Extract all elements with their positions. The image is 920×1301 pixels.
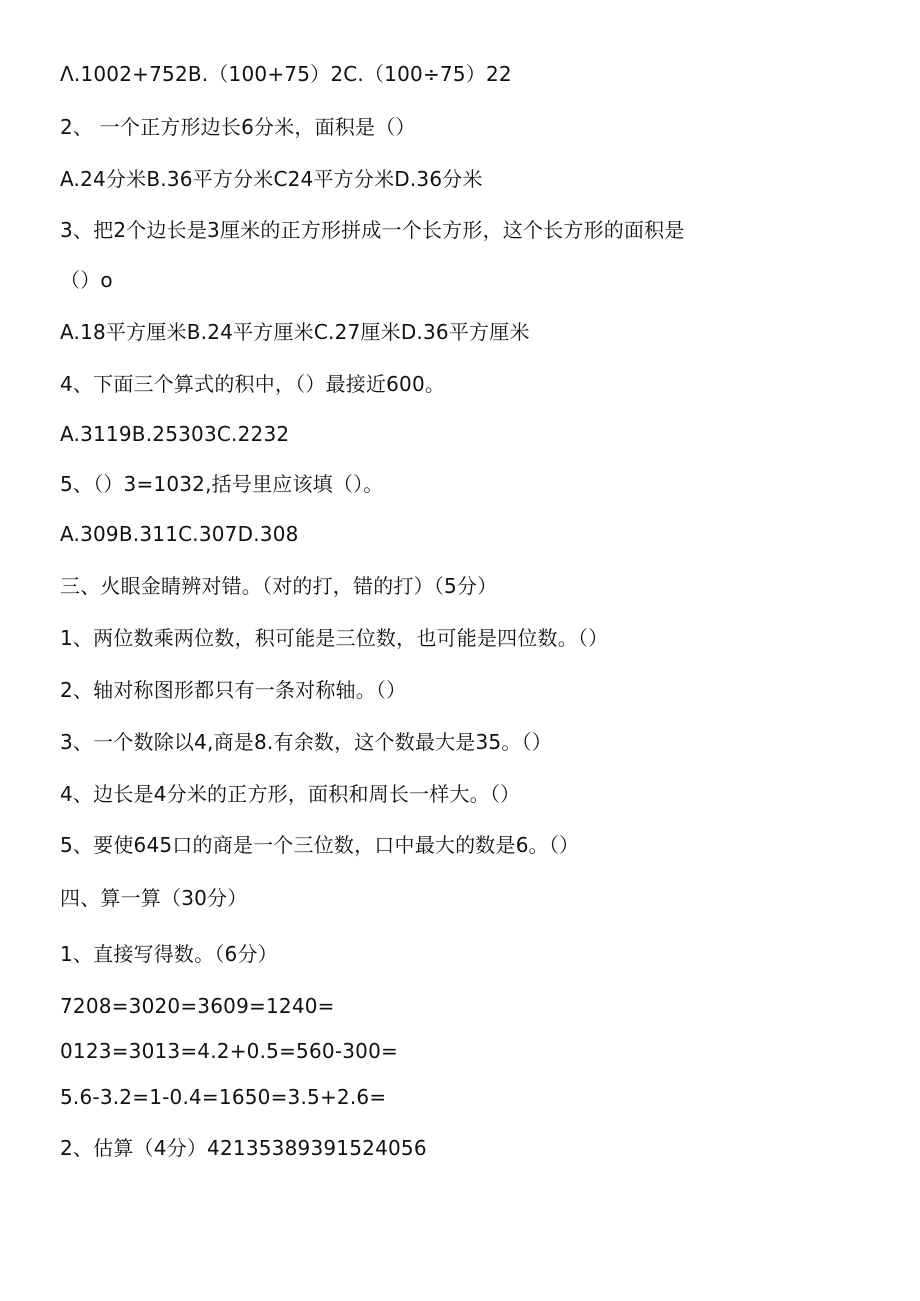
section-4-heading: 四、算一算（30分） <box>60 886 248 910</box>
question-4: 4、下面三个算式的积中，（）最接近600。 <box>60 372 446 396</box>
question-3-options: A.18平方厘米B.24平方厘米C.27厘米D.36平方厘米 <box>60 320 530 344</box>
true-false-1: 1、两位数乘两位数，积可能是三位数，也可能是四位数。（） <box>60 626 609 650</box>
true-false-4: 4、边长是4分米的正方形，面积和周长一样大。（） <box>60 782 521 806</box>
section-3-heading: 三、火眼金睛辨对错。（对的打，错的打）（5分） <box>60 574 498 598</box>
question-3: 3、把2个边长是3厘米的正方形拼成一个长方形，这个长方形的面积是 <box>60 218 685 242</box>
question-4-options: A.3119B.25303C.2232 <box>60 422 290 446</box>
true-false-3: 3、一个数除以4,商是8.有余数，这个数最大是35。（） <box>60 730 552 754</box>
question-5: 5、（）3=1032,括号里应该填（）。 <box>60 472 384 496</box>
question-3-continued: （）o <box>60 268 113 292</box>
true-false-2: 2、轴对称图形都只有一条对称轴。（） <box>60 678 407 702</box>
question-5-options: A.309B.311C.307D.308 <box>60 522 299 546</box>
calc-row-2: 0123=3013=4.2+0.5=560-300= <box>60 1039 398 1063</box>
question-options-line: Λ.1002+752B.（100+75）2C.（100÷75）22 <box>60 62 512 86</box>
true-false-5: 5、要使645口的商是一个三位数，口中最大的数是6。（） <box>60 833 580 857</box>
calc-row-1: 7208=3020=3609=1240= <box>60 994 335 1018</box>
question-2: 2、 一个正方形边长6分米，面积是（） <box>60 115 416 139</box>
calc-heading-1: 1、直接写得数。（6分） <box>60 942 278 966</box>
estimate-line: 2、估算（4分）42135389391524056 <box>60 1136 427 1160</box>
question-2-options: A.24分米B.36平方分米C24平方分米D.36分米 <box>60 167 483 191</box>
calc-row-3: 5.6-3.2=1-0.4=1650=3.5+2.6= <box>60 1085 387 1109</box>
